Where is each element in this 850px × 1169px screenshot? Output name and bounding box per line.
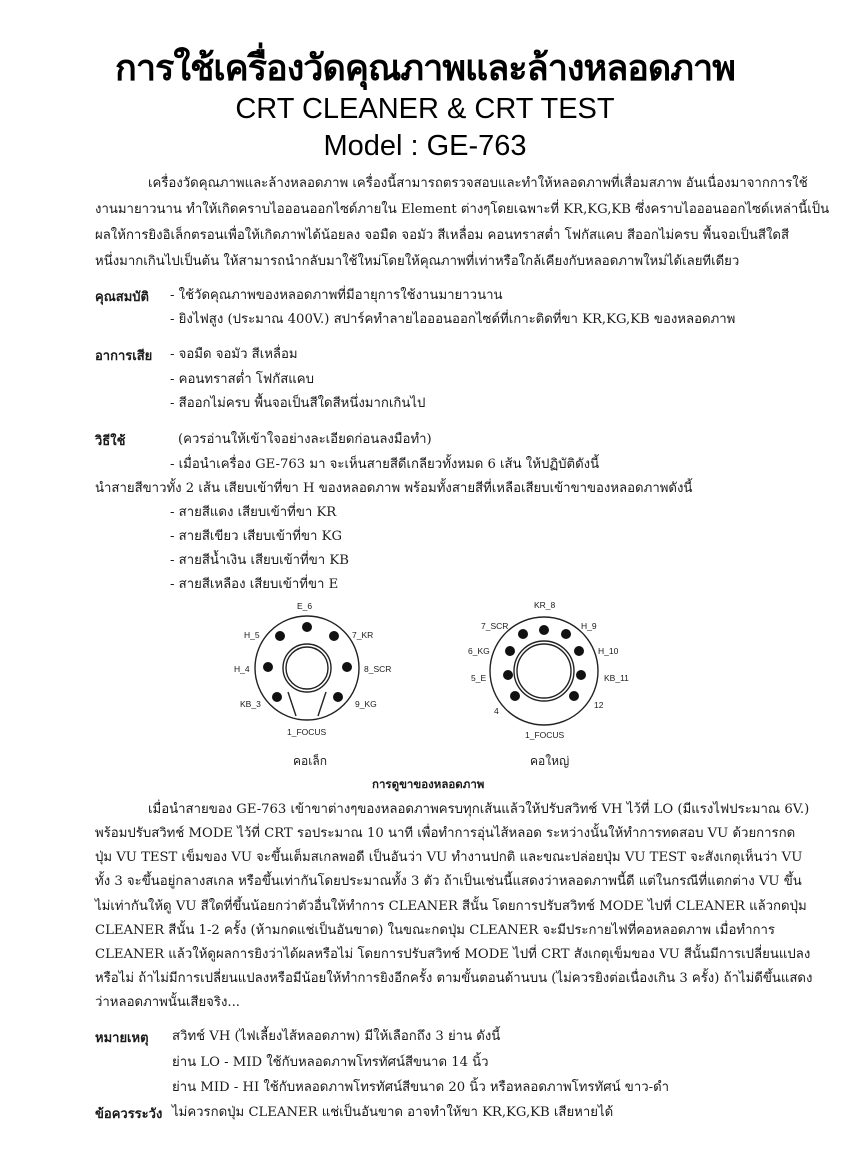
caption-small-neck: คอเล็ก [293, 754, 327, 768]
caption-large-neck: คอใหญ่ [530, 754, 570, 768]
feature-item-2: - ยิงไฟสูง (ประมาณ 400V.) สปาร์คทำลายไอออนออกไซด์ที่เกาะติดที่ขา KR,KG,KB ของหลอดภาพ [170, 312, 736, 327]
pin-scr8 [342, 662, 352, 672]
note-line-1: สวิทช์ VH (ไฟเลี้ยงไส้หลอดภาพ) มีให้เลือกถึง 3 ย่าน ดังนี้ [172, 1029, 501, 1044]
label-kb11: KB_11 [604, 673, 629, 683]
label-pin-12: 12 [594, 700, 604, 710]
check-line-2: พร้อมปรับสวิทช์ MODE ไว้ที่ CRT รอประมาณ 10 นาที เพื่อทำการอุ่นไส้หลอด ระหว่างนั้นให้ทำการทดสอบ VU ด้วยการกด [95, 826, 796, 841]
intro-line-3: ผลให้การยิงอิเล็กตรอนเพื่อให้เกิดภาพได้น้อยลง จอมืด จอมัว สีเหลื่อม คอนทราสต่ำ โฟกัสแคบ สีออกไม่ครบ พื้นจอเป็นสีใดสี [95, 228, 789, 243]
pin-kb3 [272, 692, 282, 702]
pin-h9 [561, 629, 571, 639]
check-line-3: ปุ่ม VU TEST เข็มของ VU จะขึ้นเต็มสเกลพอดี เป็นอันว่า VU ทำงานปกติ และขณะปล่อยปุ่ม VU TEST จะสังเกตุเห็นว่า VU [95, 850, 803, 865]
features-label: คุณสมบัติ [95, 290, 149, 305]
check-line-7: CLEANER แล้วให้ดูผลการยิงว่าได้ผลหรือไม่ โดยการปรับสวิทช์ MODE ไปที่ CRT สังเกตุเข็มของ VU สีนั้นมีการเปลี่ยนแปลง [95, 947, 811, 962]
label-kr7: 7_KR [352, 630, 374, 640]
pin-kg9 [333, 692, 343, 702]
check-heading: การดูขาของหลอดภาพ [372, 777, 485, 791]
pin-kr8 [539, 625, 549, 635]
intro-line-2: งานมายาวนาน ทำให้เกิดคราบไอออนออกไซด์ภายใน Element ต่างๆโดยเฉพาะที่ KR,KG,KB ซึ่งคราบไอออนออกไซด์เหล่านี้เป็น [95, 202, 830, 217]
label-kr8: KR_8 [534, 600, 556, 610]
intro-line-1: เครื่องวัดคุณภาพและล้างหลอดภาพ เครื่องนี้สามารถตรวจสอบและทำให้หลอดภาพที่เสื่อมสภาพ อันเนื่องมาจากการใช้ [148, 176, 808, 191]
wire-yellow: - สายสีเหลือง เสียบเข้าที่ขา E [170, 577, 339, 592]
notes-label: หมายเหตุ [95, 1031, 149, 1046]
label-e5: 5_E [471, 673, 487, 683]
label-scr8: 8_SCR [364, 664, 392, 674]
label-h9: H_9 [581, 621, 597, 631]
label-scr7: 7_SCR [481, 621, 509, 631]
feature-item-1: - ใช้วัดคุณภาพของหลอดภาพที่มีอายุการใช้งานมายาวนาน [170, 288, 503, 303]
pin-kg6 [505, 646, 515, 656]
note-line-3: ย่าน MID - HI ใช้กับหลอดภาพโทรทัศน์สีขนาด 20 นิ้ว หรือหลอดภาพโทรทัศน์ ขาว-ดำ [172, 1080, 670, 1095]
label-focus-large: 1_FOCUS [525, 730, 565, 740]
model-number: Model : GE-763 [323, 130, 527, 162]
usage-line-1: - เมื่อนำเครื่อง GE-763 มา จะเห็นสายสีดีเกลียวทั้งหมด 6 เส้น ให้ปฏิบัติดังนี้ [170, 457, 600, 472]
label-h5: H_5 [244, 630, 260, 640]
label-kg9: 9_KG [355, 699, 377, 709]
page-title-thai: การใช้เครื่องวัดคุณภาพและล้างหลอดภาพ [115, 48, 735, 89]
check-line-8: หรือไม่ ถ้าไม่มีการเปลี่ยนแปลงหรือมีน้อยให้ทำการยิงอีกครั้ง ตามขั้นตอนด้านบน (ไม่ควรยิงต่อเนื่องเกิน 3 ครั้ง) ถ้าไม่ดีขึ้นแสดง [95, 971, 813, 986]
pin-12 [569, 691, 579, 701]
note-line-2: ย่าน LO - MID ใช้กับหลอดภาพโทรทัศน์สีขนาด 14 นิ้ว [172, 1055, 489, 1070]
check-line-9: ว่าหลอดภาพนั้นเสียจริง... [95, 995, 240, 1010]
pin-kb11 [576, 670, 586, 680]
usage-line-2: นำสายสีขาวทั้ง 2 เส้น เสียบเข้าที่ขา H ของหลอดภาพ พร้อมทั้งสายสีที่เหลือเสียบเข้าขาของหลอดภาพดังนี้ [95, 481, 693, 496]
check-line-6: CLEANER สีนั้น 1-2 ครั้ง (ห้ามกดแช่เป็นอันขาด) ในขณะกดปุ่ม CLEANER จะมีประกายไฟที่คอหลอดภาพ เมื่อทำการ [95, 923, 775, 938]
caution-text: ไม่ควรกดปุ่ม CLEANER แช่เป็นอันขาด อาจทำให้ขา KR,KG,KB เสียหายได้ [172, 1105, 614, 1120]
wire-red: - สายสีแดง เสียบเข้าที่ขา KR [170, 505, 337, 520]
check-line-5: ไม่เท่ากันให้ดู VU สีใดที่ขึ้นน้อยกว่าตัวอื่นให้ทำการ CLEANER สีนั้น โดยการปรับสวิทช์ MODE ไปที่ CLEANER แล้วกดปุ่ม [95, 899, 807, 914]
label-kb3: KB_3 [240, 699, 261, 709]
page-title-english: CRT CLEANER & CRT TEST [235, 93, 615, 125]
symptoms-label: อาการเสีย [95, 349, 153, 364]
pin-4 [510, 691, 520, 701]
wire-green: - สายสีเขียว เสียบเข้าที่ขา KG [170, 529, 342, 544]
usage-note: (ควรอ่านให้เข้าใจอย่างละเอียดก่อนลงมือทำ) [178, 432, 432, 447]
pin-e5 [503, 670, 513, 680]
wire-blue: - สายสีน้ำเงิน เสียบเข้าที่ขา KB [170, 553, 349, 568]
usage-label: วิธีใช้ [95, 434, 126, 449]
label-h10: H_10 [598, 646, 619, 656]
label-kg6: 6_KG [468, 646, 490, 656]
check-line-1: เมื่อนำสายของ GE-763 เข้าขาต่างๆของหลอดภาพครบทุกเส้นแล้วให้ปรับสวิทช์ VH ไว้ที่ LO (มีแรงไฟประมาณ 6V.) [148, 802, 810, 817]
label-h4: H_4 [234, 664, 250, 674]
socket-diagram-large [470, 596, 640, 746]
check-line-4: ทั้ง 3 จะขึ้นอยู่กลางสเกล หรือขึ้นเท่ากันโดยประมาณทั้ง 3 ตัว ถ้าเป็นเช่นนี้แสดงว่าหลอดภาพนี้ดี แต่ในกรณีที่แตกต่าง VU ขึ้น [95, 874, 802, 889]
pin-h5 [275, 631, 285, 641]
pin-h4 [263, 662, 273, 672]
pin-scr7 [518, 629, 528, 639]
symptom-item-2: - คอนทราสต่ำ โฟกัสแคบ [170, 372, 314, 387]
label-e6: E_6 [297, 601, 313, 611]
pin-kr7 [329, 631, 339, 641]
label-focus-small: 1_FOCUS [287, 727, 327, 737]
caution-label: ข้อควรระวัง [95, 1107, 163, 1122]
symptom-item-3: - สีออกไม่ครบ พื้นจอเป็นสีใดสีหนึ่งมากเกินไป [170, 396, 426, 411]
pin-h10 [574, 646, 584, 656]
label-pin-4: 4 [494, 706, 499, 716]
intro-line-4: หนึ่งมากเกินไปเป็นต้น ให้สามารถนำกลับมาใช้ใหม่โดยให้คุณภาพที่เท่าหรือใกล้เคียงกับหลอดภาพใหม่ได้เลยทีเดียว [95, 254, 740, 269]
symptom-item-1: - จอมืด จอมัว สีเหลื่อม [170, 347, 298, 362]
pin-e6 [302, 622, 312, 632]
